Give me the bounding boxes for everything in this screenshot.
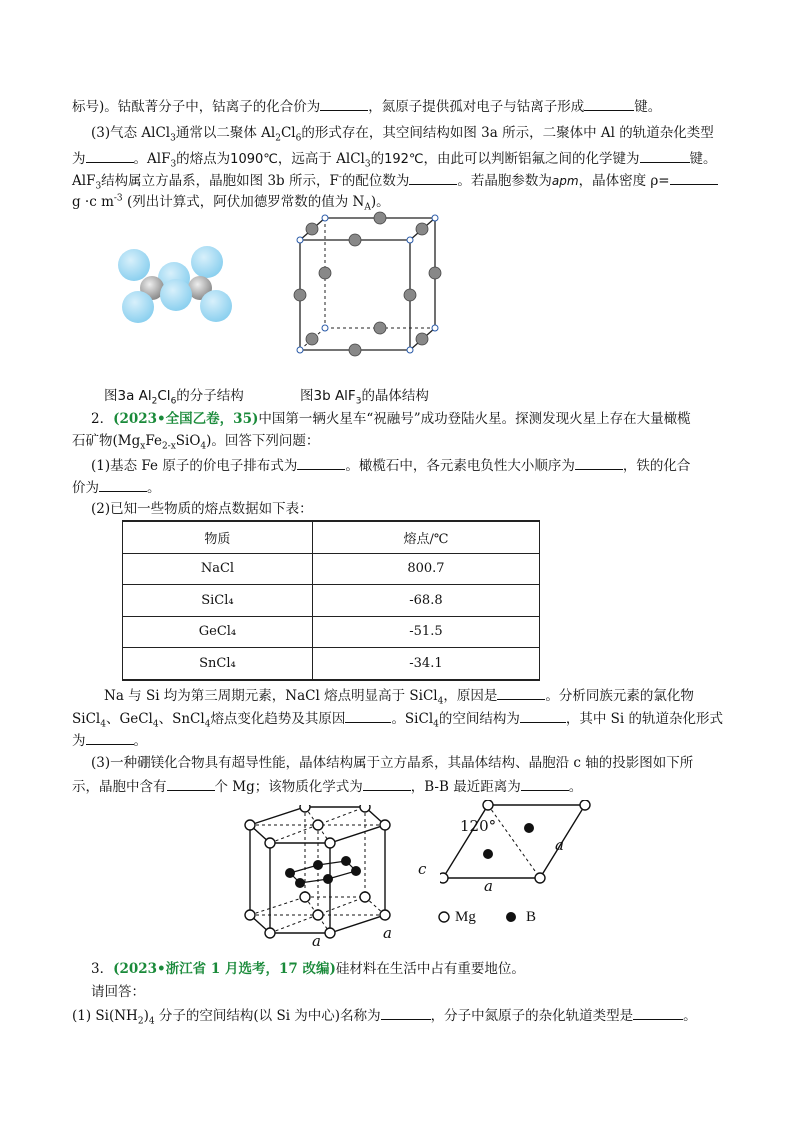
text-line: SiCl$_4$、GeCl$_4$、SnCl$_4$熔点变化趋势及其原因 。SiCl$_4$的空间结构为 ，其中 Si 的轨道杂化形式 (72, 711, 724, 730)
axis-label-c: c (418, 860, 427, 878)
question-2-heading: 2．(2023•全国乙卷，35)中国第一辆火星车“祝融号”成功登陆火星。探测发现火星上存在大量橄榄 (91, 411, 691, 427)
cl-atom (122, 291, 154, 323)
text-line: AlF$_3$结构属立方晶系，晶胞如图 3b 所示，F-的配位数为 。若晶胞参数为apm，晶体密度 ρ= (72, 171, 718, 190)
cl-atom (191, 246, 223, 278)
text-line: 为 。AlF$_3$的熔点为1090℃，远高于 AlCl$_3$的192℃，由此可以判断铝氟之间的化学键为 键。 (72, 151, 717, 170)
table-row: GeCl₄ -51.5 (123, 616, 540, 648)
answer-blank[interactable] (640, 149, 690, 163)
text-line: (1) $Si(NH_2)_4$ 分子的空间结构(以 Si 为中心)名称为 ，分子中氮原子的杂化轨道类型是 。 (72, 1008, 697, 1027)
answer-blank[interactable] (167, 777, 215, 791)
mg-legend-icon (438, 911, 450, 923)
axis-label-a: a (484, 877, 493, 895)
cl-atom (160, 279, 192, 311)
axis-label-a: a (383, 924, 392, 942)
text-line: 示，晶胞中含有 个 Mg；该物质化学式为 ，B-B 最近距离为 。 (72, 779, 583, 795)
answer-blank[interactable] (86, 149, 134, 163)
text-line: 为 。 (72, 733, 147, 749)
answer-blank[interactable] (497, 686, 545, 700)
answer-blank[interactable] (320, 97, 368, 111)
legend-mg-label: Mg (455, 909, 476, 925)
question-3-heading: 3．(2023•浙江省 1 月选考，17 改编)硅材料在生活中占有重要地位。 (91, 961, 525, 977)
axis-label-a: a (555, 836, 564, 854)
answer-blank[interactable] (381, 1006, 431, 1020)
text-line: g ·c $m^{-3}$ (列出计算式，阿伏加德罗常数的值为 $N_A$)。 (72, 193, 390, 213)
b-legend-icon (505, 911, 517, 923)
angle-label: 120° (460, 817, 497, 835)
cl-atom (118, 249, 150, 281)
al2cl6-molecule-diagram (112, 240, 252, 340)
text-line: (2)已知一些物质的熔点数据如下表： (91, 501, 313, 517)
table-header: 物质 (123, 521, 313, 553)
mgb2-crystal-diagram (240, 805, 440, 950)
text-line: Na 与 Si 均为第三周期元素，NaCl 熔点明显高于 SiCl$_4$，原因是 。分析同族元素的氯化物 (104, 688, 694, 707)
text-line: 请回答： (91, 984, 145, 1000)
figure-caption-3a: 图3a $Al_2Cl_6$的分子结构 (104, 388, 244, 407)
answer-blank[interactable] (633, 1006, 683, 1020)
answer-blank[interactable] (345, 709, 391, 723)
answer-blank[interactable] (99, 478, 147, 492)
answer-blank[interactable] (86, 731, 134, 745)
legend-b-label: B (526, 909, 537, 925)
cl-atom (200, 290, 232, 322)
table-row: SiCl₄ -68.8 (123, 585, 540, 617)
c-axis-projection-diagram (440, 800, 600, 900)
text-line: 标号)。钴酞菁分子中，钴离子的化合价为 ，氮原子提供孤对电子与钴离子形成 键。 (72, 99, 662, 115)
answer-blank[interactable] (670, 171, 718, 185)
answer-blank[interactable] (409, 171, 457, 185)
melting-point-table (122, 520, 540, 681)
figure-caption-3b: 图3b AlF$_3$的晶体结构 (300, 388, 429, 407)
table-row: SnCl₄ -34.1 (123, 648, 540, 680)
answer-blank[interactable] (575, 456, 623, 470)
text-line: (1)基态 Fe 原子的价电子排布式为 。橄榄石中，各元素电负性大小顺序为 ，铁的化合 (91, 458, 691, 474)
answer-blank[interactable] (363, 777, 411, 791)
table-row: NaCl 800.7 (123, 553, 540, 585)
answer-blank[interactable] (584, 97, 634, 111)
text-line: 价为 。 (72, 480, 161, 496)
answer-blank[interactable] (520, 709, 566, 723)
text-line: (3)一种硼镁化合物具有超导性能，晶体结构属于立方晶系，其晶体结构、晶胞沿 c 轴的投影图如下所 (91, 755, 694, 771)
text-line: 石矿物$(Mg_xFe_{2-x}SiO_4)$。回答下列问题： (72, 433, 320, 452)
table-header: 熔点/℃ (312, 521, 539, 553)
answer-blank[interactable] (297, 456, 345, 470)
axis-label-a: a (312, 932, 321, 950)
text-line: (3)气态 AlCl$_3$通常以二聚体 $Al_2Cl_6$的形式存在，其空间结构如图 3a 所示，二聚体中 Al 的轨道杂化类型 (91, 125, 714, 144)
alf3-crystal-diagram (290, 210, 450, 360)
answer-blank[interactable] (521, 777, 569, 791)
